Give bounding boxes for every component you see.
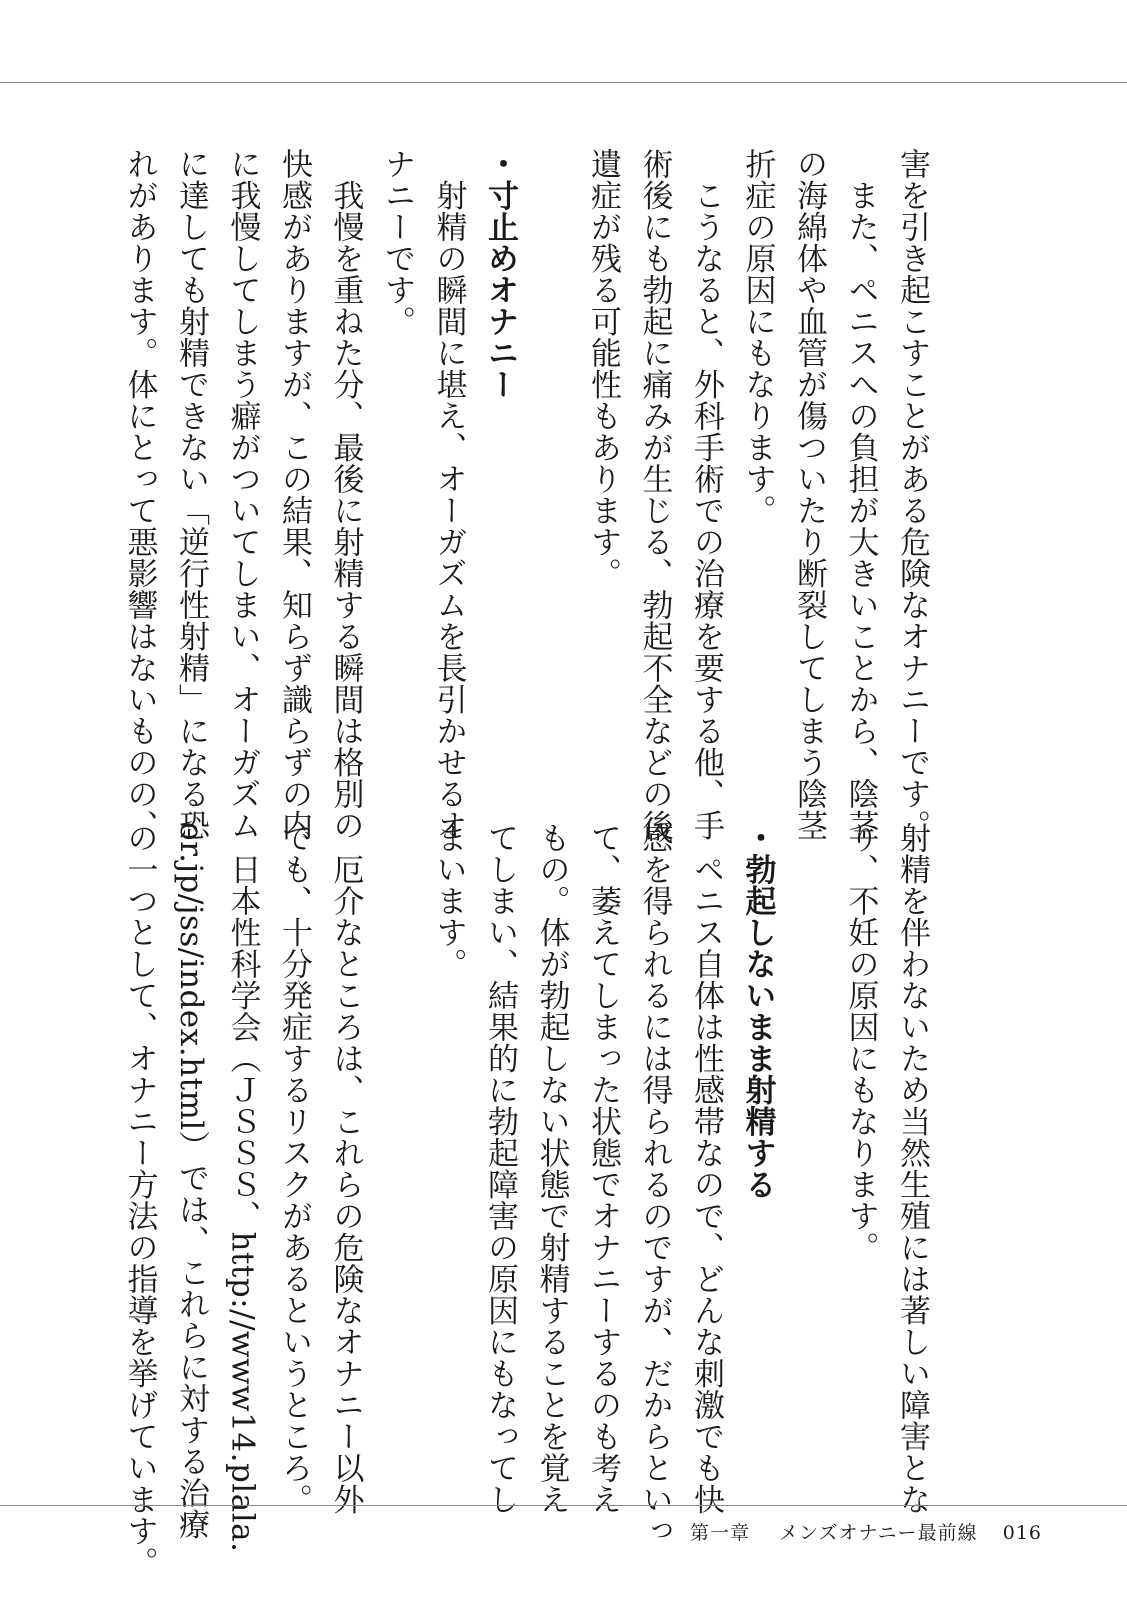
- chapter-label: 第一章: [689, 1522, 750, 1544]
- text-line: もの。体が勃起しない状態で射精することを覚え: [533, 822, 570, 1515]
- text-line: 日本性科学会（ＪＳＳＳ、http://www14.plala.: [224, 822, 261, 1553]
- text-line: まいます。: [430, 822, 467, 980]
- running-footer: [690, 1518, 1042, 1545]
- text-line: 遺症が残る可能性もあります。: [585, 148, 621, 589]
- footer-rule: [0, 1505, 1127, 1506]
- text-line: ナニーです。: [379, 148, 415, 337]
- text-line: て、萎えてしまった状態でオナニーするのも考え: [585, 822, 621, 1515]
- text-line: の海綿体や血管が傷ついたり断裂してしまう陰茎: [791, 148, 827, 841]
- text-line: 厄介なところは、これらの危険なオナニー以外: [327, 822, 364, 1515]
- text-line: 害を引き起こすことがある危険なオナニーです。: [894, 148, 930, 841]
- blank-line: [783, 822, 835, 1422]
- page-number: 016: [1002, 1522, 1042, 1544]
- text-line: 我慢を重ねた分、最後に射精する瞬間は格別の: [327, 148, 364, 841]
- text-line: の一つとして、オナニー方法の指導を挙げています。: [121, 822, 158, 1578]
- blank-line: [525, 148, 577, 748]
- text-line: また、ペニスへの負担が大きいことから、陰茎: [842, 148, 879, 841]
- text-line: 快感がありますが、この結果、知らず識らずの内: [276, 148, 312, 841]
- text-line: り、不妊の原因にもなります。: [842, 822, 879, 1263]
- chapter-title: メンズオナニー最前線: [779, 1522, 978, 1544]
- text-line: に我慢してしまう癖がついてしまい、オーガズム: [224, 148, 261, 841]
- text-line: こうなると、外科手術での治療を要する他、手: [688, 148, 724, 841]
- text-line: 感を得られるには得られるのですが、だからといっ: [636, 822, 673, 1547]
- text-line: or.jp/jss/index.html）では、これらに対する治療: [173, 822, 209, 1541]
- blank-line: [371, 822, 423, 1422]
- text-line: 術後にも勃起に痛みが生じる、勃起不全などの後: [636, 148, 673, 841]
- section-heading: ・勃起しないまま射精する: [739, 822, 776, 1200]
- text-line: れがあります。体にとって悪影響はないものの、: [121, 148, 158, 841]
- text-line: でも、十分発症するリスクがあるというところ。: [276, 822, 312, 1515]
- header-rule: [0, 82, 1127, 83]
- text-line: ペニス自体は性感帯なので、どんな刺激でも快: [688, 822, 724, 1515]
- text-line: 折症の原因にもなります。: [739, 148, 776, 526]
- text-line: に達しても射精できない「逆行性射精」になる恐: [173, 148, 209, 841]
- text-line: 射精の瞬間に堪え、オーガズムを長引かせるオ: [430, 148, 467, 841]
- text-line: 射精を伴わないため当然生殖には著しい障害とな: [894, 822, 930, 1515]
- section-heading: ・寸止めオナニー: [482, 148, 518, 400]
- text-line: てしまい、結果的に勃起障害の原因にもなってし: [482, 822, 518, 1515]
- upper-text-block: [113, 148, 937, 841]
